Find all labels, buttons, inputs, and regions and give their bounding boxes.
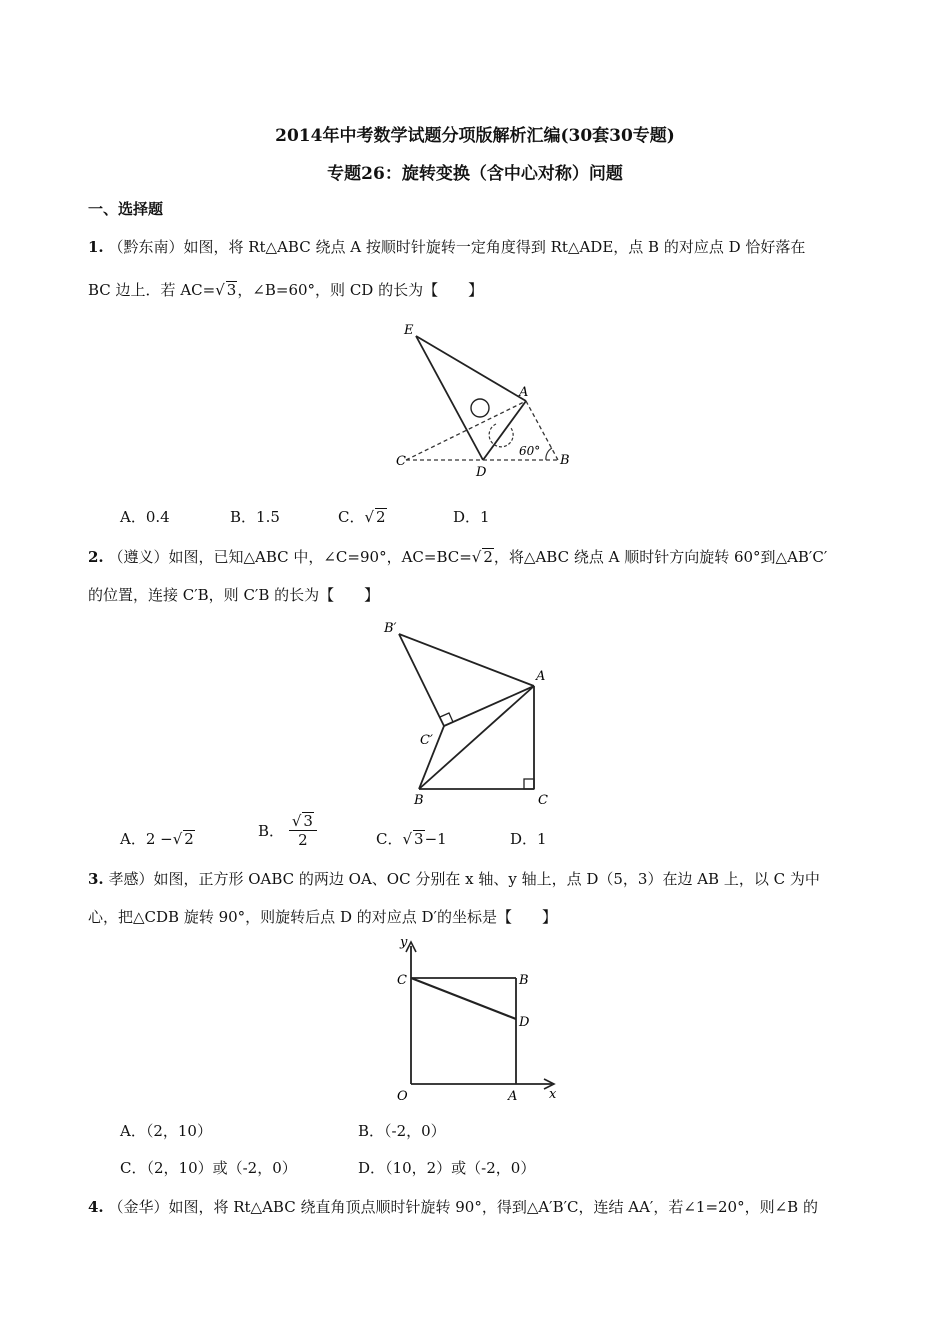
page-subtitle: 专题26：旋转变换（含中心对称）问题 [327, 164, 623, 184]
q2-option-b-num-sqrt: 3 [303, 812, 313, 830]
q1-edge-EA [416, 336, 529, 401]
q2-option-c: C．√ 3−1 [376, 830, 447, 848]
q3-label-O: O [397, 1089, 408, 1104]
q1-edge-ED [416, 336, 483, 460]
q1-option-b: B．1.5 [230, 508, 280, 526]
q3-stem-line2: 心，把△CDB 旋转 90°，则旋转后点 D 的对应点 D′的坐标是【 】 [88, 908, 557, 926]
q1-text-line2: BC 边上．若 AC=√ 3，∠B=60°，则 CD 的长为【 】 [88, 281, 484, 299]
page-title: 2014年中考数学试题分项版解析汇编(30套30专题) [275, 126, 675, 146]
q3-number: 3. [88, 870, 104, 888]
q3-text-line1 [88, 868, 820, 889]
q1-sqrt-value: 3 [226, 281, 237, 299]
q1-figure [388, 316, 578, 481]
q3-option-c: C．（2，10）或（-2，0） [120, 1159, 297, 1177]
q2-edge-BA [419, 686, 534, 789]
q3-label-A: A [508, 1089, 518, 1104]
q2-edge-BpA [399, 634, 534, 686]
q2-option-a-prefix: A． [120, 830, 146, 848]
q2-label-Bp: B′ [384, 621, 397, 636]
q2-option-b-prefix: B． [258, 822, 285, 840]
q1-angle-arc-b [546, 448, 552, 460]
q2-option-c-sqrt: 3 [414, 830, 424, 848]
q3-figure [364, 934, 564, 1106]
q2-stem-line1-post: ，将△ABC 绕点 A 顺时针方向旋转 60°到△AB′C′ [493, 548, 828, 566]
q1-stem-line1: （黔东南）如图，将 Rt△ABC 绕点 A 按顺时针旋转一定角度得到 Rt△ADE，点 B 的对应点 D 恰好落在 [108, 238, 806, 256]
q2-stem-line2: 的位置，连接 C′B，则 C′B 的长为【 】 [88, 586, 380, 604]
q1-label-A: A [519, 385, 529, 400]
section-heading: 一、选择题 [88, 200, 164, 218]
q3-option-a: A．（2，10） [120, 1122, 212, 1140]
q2-edge-CpA [444, 686, 534, 726]
q4-stem-line1: （金华）如图，将 Rt△ABC 绕直角顶点顺时针旋转 90°，得到△A′B′C，连结 AA′，若∠1=20°，则∠B 的 [108, 1198, 818, 1216]
q1-label-angle: 60° [519, 444, 541, 458]
q2-stem-line1-pre: （遵义）如图，已知△ABC 中，∠C=90°，AC=BC= [108, 548, 472, 566]
q3-stem-line1: 孝感）如图，正方形 OABC 的两边 OA、OC 分别在 x 轴、y 轴上，点 D（5，3）在边 AB 上，以 C 为中 [108, 870, 820, 888]
q1-label-C: C [396, 454, 406, 469]
q2-sqrt-value: 2 [483, 548, 493, 566]
q2-option-b-numerator: √ 3 [289, 812, 317, 831]
q1-option-c: C．√ 2 [338, 508, 386, 526]
q2-option-b-denominator: 2 [298, 831, 308, 849]
q3-edge-CD [411, 978, 516, 1019]
q2-label-A: A [536, 669, 546, 684]
q1-label-E: E [404, 323, 414, 338]
q2-option-b-fraction [289, 812, 317, 849]
q1-option-d: D．1 [453, 508, 490, 526]
q3-option-b: B．（-2，0） [358, 1122, 446, 1140]
q1-label-B: B [560, 453, 570, 468]
q2-option-c-post: −1 [424, 830, 447, 848]
q2-label-B: B [414, 793, 424, 806]
q1-number: 1. [88, 238, 104, 256]
q3-label-D: D [519, 1015, 530, 1030]
q2-option-a-sqrt: 2 [184, 830, 194, 848]
q2-option-c-prefix: C． [376, 830, 403, 848]
q2-text-line1: 2. （遵义）如图，已知△ABC 中，∠C=90°，AC=BC=√ 2，将△ABC 绕点 A 顺时针方向旋转 60°到△AB′C′ [88, 548, 828, 566]
q1-stem-line2-pre: BC 边上．若 AC= [88, 281, 216, 299]
q2-option-a-term: 2 − [145, 830, 173, 848]
q1-stem-line2-post: ，∠B=60°，则 CD 的长为【 】 [237, 281, 484, 299]
q3-label-y: y [400, 935, 408, 950]
q2-option-a: A．2 −√ 2 [120, 830, 194, 848]
q2-label-C: C [538, 793, 548, 806]
q3-option-d: D．（10，2）或（-2，0） [358, 1159, 536, 1177]
q2-number: 2. [88, 548, 104, 566]
q1-edge-CA [406, 401, 526, 460]
q1-option-c-sqrt: 2 [376, 508, 386, 526]
q4-text-line1 [88, 1196, 818, 1217]
q3-label-x: x [549, 1087, 557, 1102]
q2-figure [378, 616, 568, 806]
q3-label-B: B [519, 973, 529, 988]
q2-option-b [258, 812, 317, 849]
q2-right-angle-C [524, 779, 534, 789]
q1-label-D: D [476, 465, 487, 480]
q2-option-d: D．1 [510, 830, 547, 848]
q1-option-a: A．0.4 [120, 508, 170, 526]
q2-label-Cp: C′ [420, 733, 433, 748]
q1-text-line1 [88, 236, 805, 257]
q1-angle-mark-circle [471, 399, 489, 417]
q4-number: 4. [88, 1198, 104, 1216]
q3-label-C: C [397, 973, 407, 988]
q1-option-c-prefix: C． [338, 508, 365, 526]
